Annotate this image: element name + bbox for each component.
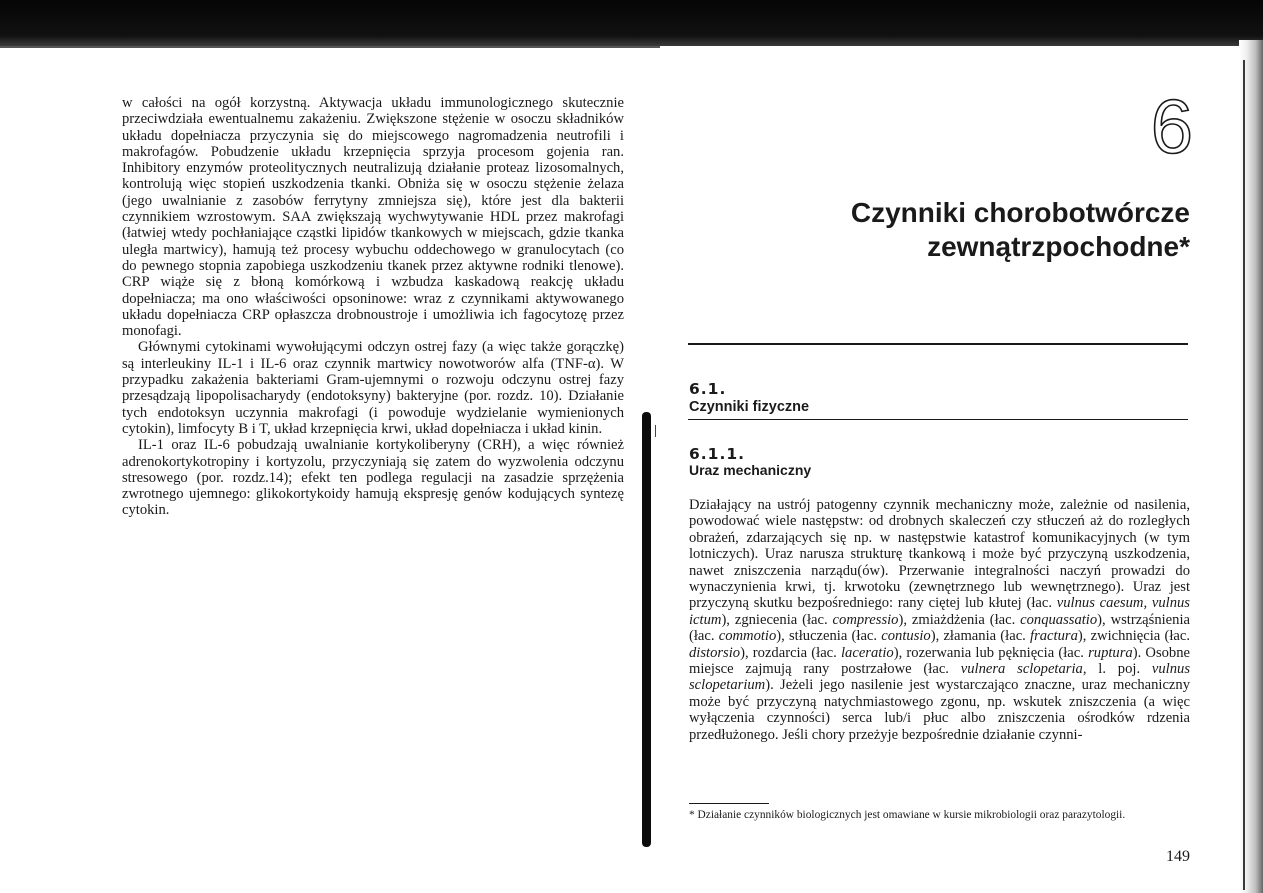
chapter-title [700,196,1190,264]
paragraph: Głównymi cytokinami wywołującymi odczyn ostrej fazy (a więc także gorączkę) są interleukiny IL-1 i IL-6 oraz czynnik martwicy nowotworów alfa (TNF-α). W przypadku zakażenia bakteriami Gram-ujemnymi o rozwoju odczynu ostrej fazy przesądzają lipopolisacharydy (endotoksyny) bakteryjne (por. rozdz. 10). Działanie tych endotoksyn uczynnia makrofagi (i powoduje wydzielanie wymienionych cytokin), limfocyty B i T, układ krzepnięcia krwi, układ dopełniacza i układ kinin. [122,339,624,437]
text-run: ). Osobne miejsce zajmują rany postrzałowe (łac. [689,644,1190,678]
text-run: , l. poj. [1082,661,1152,678]
text-run: ). Jeżeli jego nasilenie jest wystarczająco znaczne, uraz mechaniczny może być przyczyną natychmiastowego zgonu, np. wskutek zniszczenia (a więc wyłączenia czynności) serca lub/i płuc albo zniszczenia ośrodków rdzenia przedłużonego. Jeśli chory przeżyje bezpośrednie działanie czynni- [689,677,1190,743]
chapter-title-line: zewnątrzpochodne* [927,231,1190,262]
latin-term: laceratio [841,644,894,661]
subsection-title: Uraz mechaniczny [689,462,812,478]
chapter-number: 6 [1150,85,1193,170]
book-gutter [642,412,651,847]
text-run: ), rozdarcia (łac. [740,644,841,661]
chapter-rule [688,343,1188,345]
left-page-text [122,95,624,519]
text-run: Działający na ustrój patogenny czynnik mechaniczny może, zależnie od nasilenia, powodować wiele następstw: od drobnych skaleczeń czy stłuczeń aż do rozległych obrażeń, zdarzających się np. w następstwie katastrof komunikacyjnych (w tym lotniczych). Uraz narusza strukturę tkankową i może być przyczyną uszkodzenia, nawet zniszczenia narządu(ów). Przerwanie integralności naczyń prowadzi do wynaczynienia krwi, tj. krwotoku (zewnętrznego lub wewnętrznego). Uraz jest przyczyną skutku bezpośredniego: rany ciętej lub kłutej (łac. [689,497,1190,612]
paragraph [689,497,1190,743]
latin-term: vulnus sclopetarium [689,661,1191,694]
footnote-rule [689,803,769,804]
text-run: ), zgniecenia (łac. [721,611,833,628]
latin-term: vulnus caesum, vulnus ictum [689,595,1190,628]
latin-term: commotio [718,628,777,645]
text-run: ), zmiażdżenia (łac. [898,611,1021,628]
scan-shadow-top [0,0,1263,46]
page-edge-line [1243,60,1245,890]
section-number: 6.1. [689,380,727,398]
latin-term: conquassatio [1020,611,1098,628]
latin-term: compressio [832,611,899,628]
footnote: * Działanie czynników biologicznych jest omawiane w kursie mikrobiologii oraz parazytologii. [689,809,1126,821]
gutter-mark [655,425,656,437]
latin-term: contusio [881,628,931,645]
subsection-number: 6.1.1. [689,445,746,463]
latin-term: vulnera sclopetaria [960,661,1083,678]
text-run: ), rozerwania lub pęknięcia (łac. [893,644,1089,661]
chapter-title-line: Czynniki chorobotwórcze [850,197,1190,228]
text-run: ), stłuczenia (łac. [776,628,882,645]
text-run: ), zwichnięcia (łac. [1077,628,1190,645]
section-title: Czynniki fizyczne [689,399,810,415]
latin-term: fractura [1030,628,1078,645]
latin-term: ruptura [1088,644,1133,661]
latin-term: distorsio [689,644,741,661]
paragraph: IL-1 oraz IL-6 pobudzają uwalnianie kortykoliberyny (CRH), a więc również adrenokortykotropiny i kortyzolu, przyczyniają się zatem do wyzwolenia odczynu stresowego (por. rozdz.14); efekt ten podlega regulacji na zasadzie sprzężenia zwrotnego ujemnego: glikokortykoidy hamują ekspresję genów kodujących syntezę cytokin. [122,437,624,519]
text-run: ), wstrząśnienia (łac. [689,611,1190,645]
paragraph: w całości na ogół korzystną. Aktywacja układu immunologicznego skutecznie przeciwdziała ewentualnemu zakażeniu. Zwiększone stężenie w osoczu składników układu dopełniacza przyczynia się do miejscowego nagromadzenia neutrofili i makrofagów. Pobudzenie układu krzepnięcia sprzyja procesom gojenia ran. Inhibitory enzymów proteolitycznych neutralizują działanie proteaz lizosomalnych, kontrolują więc stopień uszkodzenia tkanki. Obniża się w osoczu stężenie żelaza (jego uwalnianie z zasobów ferrytyny zmniejsza się), które jest dla bakterii czynnikiem wzrostowym. SAA zwiększają wychwytywanie HDL przez makrofagi (łatwiej wtedy pochłaniające cząstki lipidów tkankowych w miejscach, gdzie tkanka uległa martwicy), hamują też procesy wybuchu oddechowego w granulocytach (co do pewnego stopnia zapobiega uszkodzeniu tkanek przez aktywne rodniki tlenowe). CRP wiąże się z błoną komórkową i wzbudza kaskadową reakcję układu dopełniacza; ma ono właściwości opsoninowe: wraz z czynnikami aktywowanego układu dopełniacza CRP opłaszcza drobnoustroje i umożliwia ich fagocytozę przez monofagi. [122,95,624,340]
section-rule [688,419,1188,420]
right-page-text [689,497,1190,743]
scan-shadow-line [0,46,660,48]
text-run: ), złamania (łac. [930,628,1031,645]
page-number: 149 [1166,848,1190,865]
